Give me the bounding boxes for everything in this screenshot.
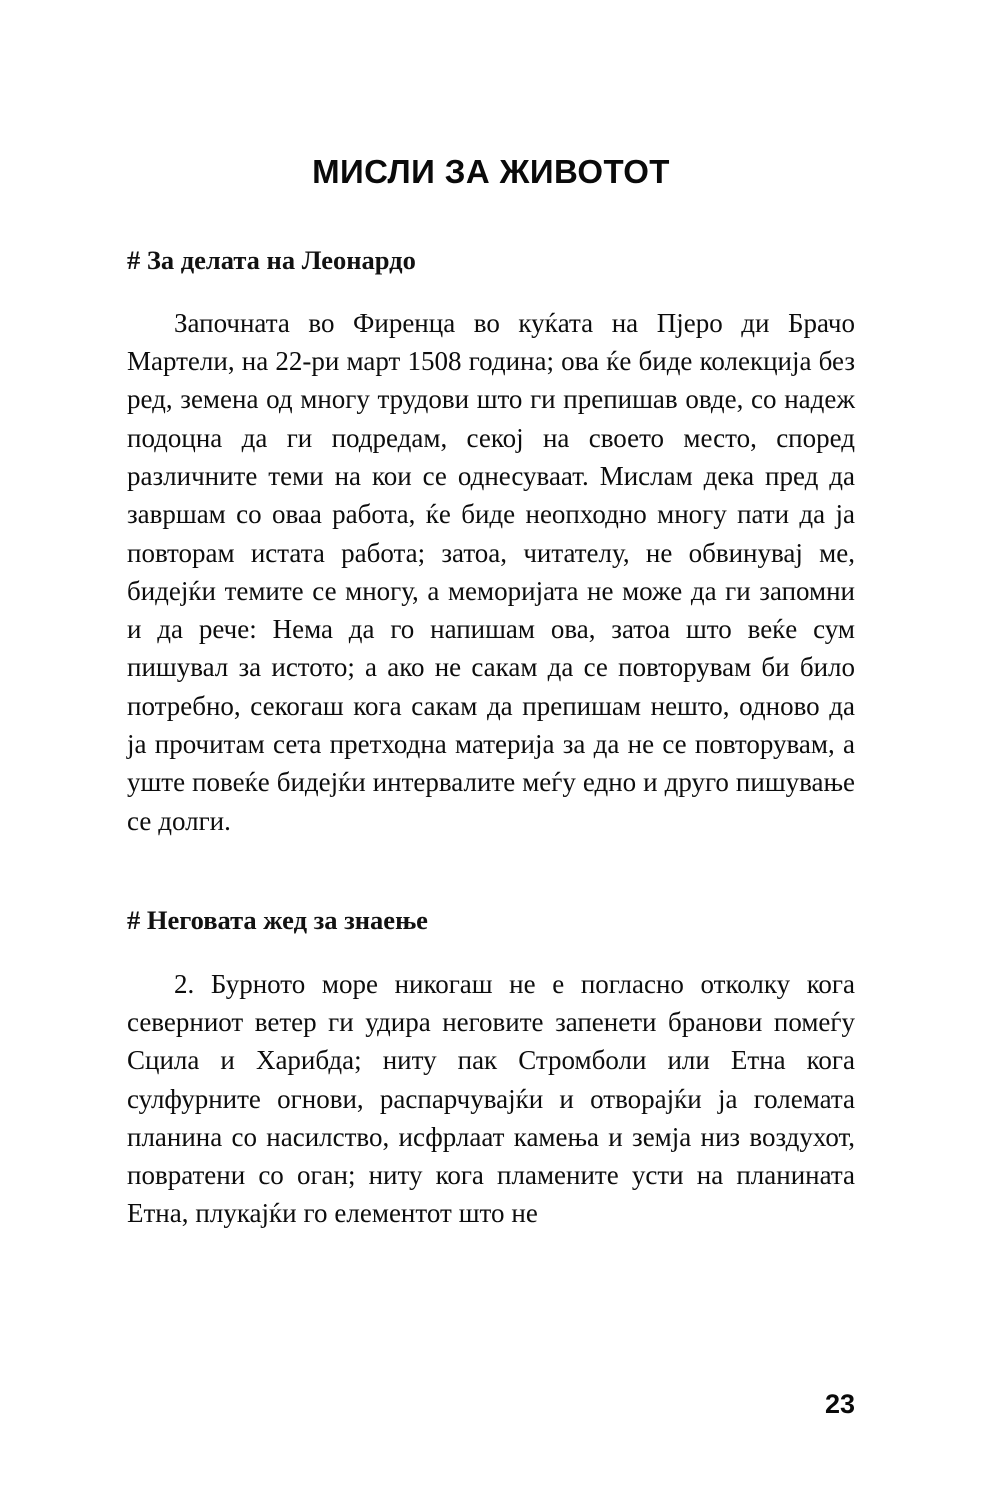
section-paragraph-1: Започната во Фиренца во куќата на Пјеро ди Брачо Мартели, на 22-ри март 1508 година; ова ќе биде колекција без ред, земена од многу трудови што ги препишав овде, со надеж подоцна да ги подредам, секој на своето место, според различните теми на кои се однесуваат. Мислам дека пред да завршам со оваа работа, ќе биде неопходно многу пати да ја повторам истата работа; затоа, читателу, не обвинувај ме, бидејќи темите се многу, а меморијата не може да ги запомни и да рече: Нема да го напишам ова, затоа што веќе сум пишувал за истото; а ако не сакам да се повторувам би било потребно, секогаш кога сакам да препишам нешто, одново да ја прочитам сета претходна материја за да не се повторувам, а уште повеќе бидејќи интервалите меѓу едно и друго пишување се долги. (127, 307, 855, 836)
section-paragraph-2: 2. Бурното море никогаш не е погласно отколку кога северниот ветер ги удира неговите запенети бранови помеѓу Сцила и Харибда; ниту пак Стромболи или Етна кога сулфурните огнови, распарчувајќи и отворајќи ја големата планина со насилство, исфрлаат камења и земја низ воздухот, повратени со оган; ниту кога пламените усти на планината Етна, плукајќи го елементот што не (127, 968, 855, 1229)
page-title: МИСЛИ ЗА ЖИВОТОТ (312, 153, 670, 191)
spacer (127, 840, 855, 903)
section-heading-2: # Неговата жед за знаење (127, 904, 428, 935)
spacer (127, 939, 855, 965)
spacer (127, 279, 855, 304)
section-heading-1: # За делата на Леонардо (127, 245, 416, 275)
page-number: 23 (824, 1389, 855, 1419)
text-column (127, 243, 855, 1233)
